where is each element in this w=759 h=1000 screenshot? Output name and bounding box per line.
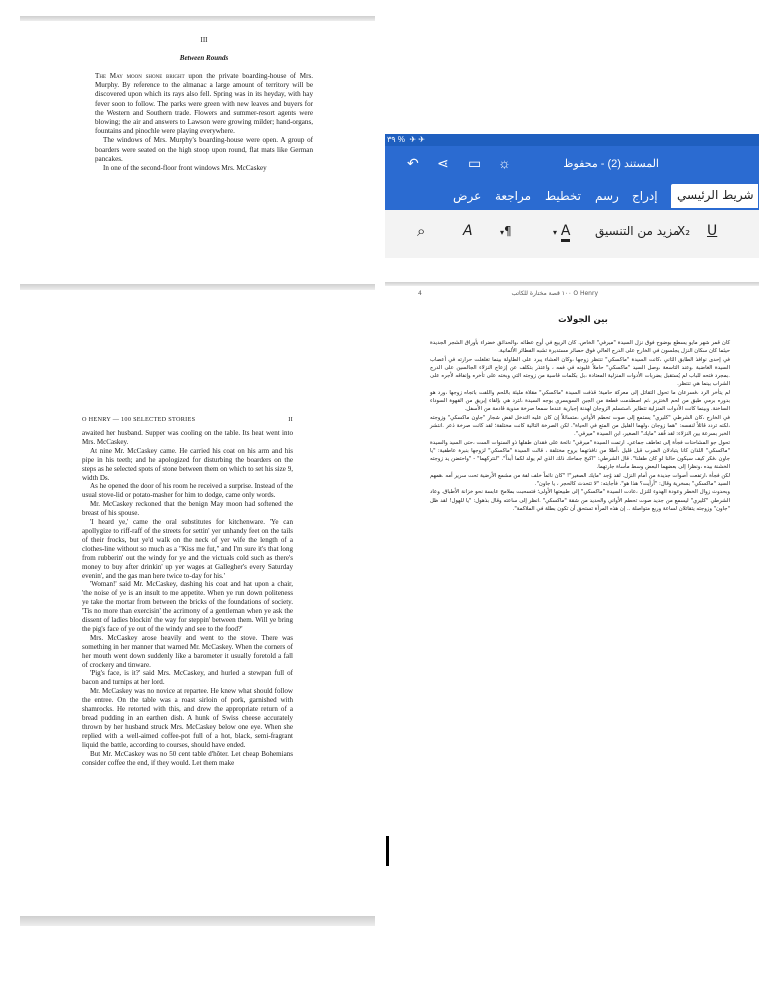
page-bottom-divider: [20, 284, 375, 290]
running-head-page: II: [288, 416, 293, 423]
title-bar: [385, 146, 759, 182]
dropdown-arrow-icon: ▾: [500, 228, 505, 237]
font-color-button[interactable]: [553, 222, 570, 242]
paragraph: As he opened the door of his room he received a surprise. Instead of the usual stove-lid or potato-masher for him to dodge, came only words.: [82, 482, 293, 500]
paragraph-text: upon the private boarding-house of Mrs. Murphy. By reference to the almanac a large amount of territory will be discovered upon which its rays also fell. Spring was in its heyday, with hay fever soon to follow. The parks were green with new leaves and buyers for the Western and Southern trade. Flowers and summer-resort agents were blowing; the air and answers to Lawson were growing milder; hand-organs, fountains and pinochle were playing everywhere.: [95, 72, 313, 136]
subscript-button[interactable]: X₂: [677, 224, 691, 238]
page-body[interactable]: [430, 339, 730, 513]
paragraph: awaited her husband. Supper was cooling on the table. Its heat went into Mrs. McCaskey.: [82, 429, 293, 446]
paragraph: وبحدوث زوال الخطر وعودة الهدوء للنزل ،عادت السيدة "ماكسكي" إلى طبيعتها الأولى؛ فتسحبت بملامح عابسة نحو خزانة الأطباق. وعاد الشرطي "كليري" ليسمع من جديد صوت تحطم الأواني والحديد من شقة "ماكسكي" .انظر إلى ساعته وقال بذهول: "يا للهول! لقد ظل "جاون" وزوجته يتقاتلان لساعة وربع متواصلة .. إن هذه المرأة تستحق أن تكون بطلة في الملاكمة".: [430, 489, 730, 512]
document-title: المستند (2) - محفوظ: [563, 158, 659, 170]
page-number: III: [200, 36, 208, 44]
undo-icon[interactable]: ↶: [407, 155, 419, 171]
status-bar: ٣٩ % ‍ ✈ ✈: [385, 134, 759, 146]
paragraph: In one of the second-floor front windows Mrs. McCaskey: [103, 164, 267, 173]
tab-home[interactable]: شريط الرئيسي: [671, 184, 758, 208]
book-page-main: [82, 416, 293, 767]
page-body: [82, 429, 293, 767]
search-icon[interactable]: ⌕: [417, 222, 426, 240]
paragraph: At nine Mr. McCaskey came. He carried his coat on his arm and his pipe in his teeth; and he apologized for disturbing the boarders on the steps as he selected spots of stone between them on which to set his size 9, width Ds.: [82, 446, 293, 482]
page-number: 4: [418, 290, 422, 297]
translated-page: [418, 290, 748, 513]
opening-caps: The May moon shone bright: [95, 72, 185, 80]
tab-layout[interactable]: تخطيط: [545, 189, 581, 203]
tab-view[interactable]: عرض: [453, 189, 482, 203]
paragraph: تحول جو المشاحنات فجأة إلى تعاطف جماعي. ارتمت السيدة "ميرفي" نائحة على فقدان طفلها ذو السنوات الست ،حتى السيد والسيدة "ماكسكي" اللذان كانا يتبادلان الضرب قبل قليل ،أطلا من نافذتهما بروح مختلفة ، قالت السيدة "ماكسكي" لزوجها بنبرة عاطفية: "يا جاون ،فكر كيف سيكون حالنا لو كان طفلنا". قال الشرطي: "اكبح جماحك ذلك الذي لم يولد لكما أبداً". "لنتركهما" - "واحتضن يد زوجته الخشنة بيده ،ونظرا إلى بعضهما البعض وسط مأساة جارتهما.: [430, 439, 730, 471]
word-app-window: [385, 134, 759, 261]
lightbulb-icon[interactable]: ☼: [498, 155, 511, 171]
paragraph-icon: ¶: [504, 224, 512, 238]
page-top-divider: [20, 16, 375, 21]
font-color-icon: A: [561, 223, 571, 242]
paragraph: The windows of Mrs. Murphy's boarding-house were open. A group of boarders were seated on the high stoop upon round, flat mats like German pancakes.: [95, 136, 313, 163]
tab-draw[interactable]: رسم: [595, 189, 619, 203]
paragraph: 'Pig's face, is it?' said Mrs. McCaskey, and hurled a stewpan full of bacon and turnips at her lord.: [82, 669, 293, 687]
book-page-top: [95, 36, 313, 173]
comment-icon[interactable]: ▭: [468, 155, 482, 171]
share-icon[interactable]: ⋖: [437, 155, 449, 171]
paragraph: [95, 72, 313, 136]
chapter-title: Between Rounds: [179, 54, 229, 62]
more-formatting-button[interactable]: مزيد من التنسيق: [595, 224, 680, 238]
paragraph: 'I heard ye,' came the oral substitutes for kitchenware. 'Ye can apollygize to riff-raff of the streets for settin' yer unhandy feet on the tails of their frocks, but ye'd walk on the neck of yer wife the length of a clothes-line without so much as a "Kiss me fut," and I'm sure it's that long from rubberin' out the windy for ye and the victuals cold such as there's money to buy after drinkin' up yer wages at Gallegher's every Saturday evenin', and the gas man here twice to-day for his.': [82, 518, 293, 580]
running-head: [418, 290, 748, 297]
paragraph: في إحدى نوافذ الطابق الثاني ،كانت السيدة "ماكسكي" تنتظر زوجها ،وكان العشاء يبرد على الطاولة بينما تغلغلت حرارته في أعصاب السيدة الغاضبة .وعند التاسعة ،وصل السيد "ماكسكي" حاملاً غليونه في فمه ، واعتذر بتكلف عن إزعاج النزلاء الجالسين على الدرج .بمجرد فتحه للباب لم يُستقبل بضربات الأدوات المنزلية المعتادة ،بل بكلمات قاسية من زوجته التي وبخته على تأخره وإنفاقه لأجره على الشراب بينما هي تنتظر.: [430, 356, 730, 388]
formatting-toolbar: [385, 210, 759, 258]
running-head-title: ١٠٠ قصة مختارة للكاتب O Henry: [511, 290, 598, 297]
ribbon-tabs: [385, 182, 759, 210]
text-cursor: [386, 836, 389, 866]
paragraph: Mrs. McCaskey arose heavily and went to the stove. There was something in her manner that warned Mr. McCaskey. When the corners of her mouth went down suddenly like a barometer it usually foretold a fall of crockery and tinware.: [82, 633, 293, 669]
tab-insert[interactable]: إدراج: [632, 189, 658, 203]
paragraph: لم يتأخر الرد ،فسرعان ما تحول التقاتل إلى معركة حامية؛ قذفت السيدة "ماكسكي" مقلاة مليئة باللحم واللفت باتجاه زوجها ،ورد هو بدوره برمي طبق من لحم الخنزير ،ثم اصطدمت قطعة من الجبن السويسري بوجه السيدة ،لترد هي بإلقاء إبريق من القهوة السوداء الساخنة. وبينما كانت الأدوات المنزلية تتطاير ،استسلم الزوجان لهدنة إجبارية عندما سمعا صرخة مدوية قادمة من الأسفل.: [430, 389, 730, 413]
underline-button[interactable]: U: [707, 223, 718, 239]
paragraph: في الخارج ،كان الشرطي "كليري" يستمع إلى صوت تحطم الأواني ،متسائلاً إن كان عليه التدخل لفض شجار "جاون ماكسكي" وزوجته ،لكنه تردد قائلاً لنفسه: "هما زوجان ،ولهما القليل من المتع في الحياة". لكن الصرخة التالية كانت مختلفة؛ لقد كانت صرخة ذعر .انتشر الخبر بسرعة بين النزلاء: لقد فُقد "مايك" الصغير، ابن السيدة "ميرفي".: [430, 414, 730, 438]
page-title: بين الجولات: [558, 315, 608, 325]
running-head-title: O HENRY — 100 SELECTED STORIES: [82, 416, 196, 423]
paragraph: كان قمر شهر مايو يسطع بوضوح فوق نزل السيدة "ميرفي" الخاص. كان الربيع في أوج عطائه ،والحدائق خضراء بأوراق الشجر الجديدة حيثما كان سكان النزل يجلسون في الخارج على الدرج العالي فوق حصائر مستديرة تشبه الفطائر الألمانية.: [430, 340, 730, 355]
text-style-button[interactable]: A: [463, 223, 473, 239]
page-bottom-divider: [20, 916, 375, 926]
paragraph: 'Woman!' said Mr. McCaskey, dashing his coat and hat upon a chair, 'the noise of ye is an insult to me appetite. When ye run down politeness ye take the mortar from between the bricks of the foundations of society. 'Tis no more than exercisin' the acrimony of a gentleman when ye ask the dissent of ladies blockin' the way for steppin' between them. Will ye bring the pig's face of ye out of the windy and see to the food?': [82, 580, 293, 633]
tab-review[interactable]: مراجعة: [495, 189, 532, 203]
dropdown-arrow-icon: ▾: [553, 228, 558, 237]
running-head: [82, 416, 293, 423]
page-divider-right: [385, 282, 759, 286]
paragraph: Mr. McCaskey reckoned that the benign May moon had softened the breast of his spouse.: [82, 500, 293, 518]
paragraph: But Mr. McCaskey was no 50 cent table d'hôter. Let cheap Bohemians consider coffee the end, if they would. Let them make: [82, 749, 293, 767]
paragraph-mark-button[interactable]: [500, 222, 512, 242]
paragraph: لكن فجأة ،ارتفعت أصوات جديدة من أمام النزل. لقد وُجد "مايك الصغير"! "كان نائماً خلف لفة من مشمع الأرضية تحت سرير أمه .همهم السيد "ماكسكي" بسخرية وقال: "أرأيت؟ هذا هو". فأجابته: "لا تتحدث كالحجر ، يا جاون".: [430, 472, 730, 488]
paragraph: Mr. McCaskey was no novice at repartee. He knew what should follow the entree. On the table was a roast sirloin of pork, garnished with shamrocks. He retorted with this, and drew the appropriate return of a bread pudding in an earthen dish. A hunk of Swiss cheese accurately thrown by her husband struck Mrs. McCaskey below one eye. When she replied with a well-aimed coffee-pot full of a hot, black, semi-fragrant liquid the battle, according to courses, should have ended.: [82, 687, 293, 749]
